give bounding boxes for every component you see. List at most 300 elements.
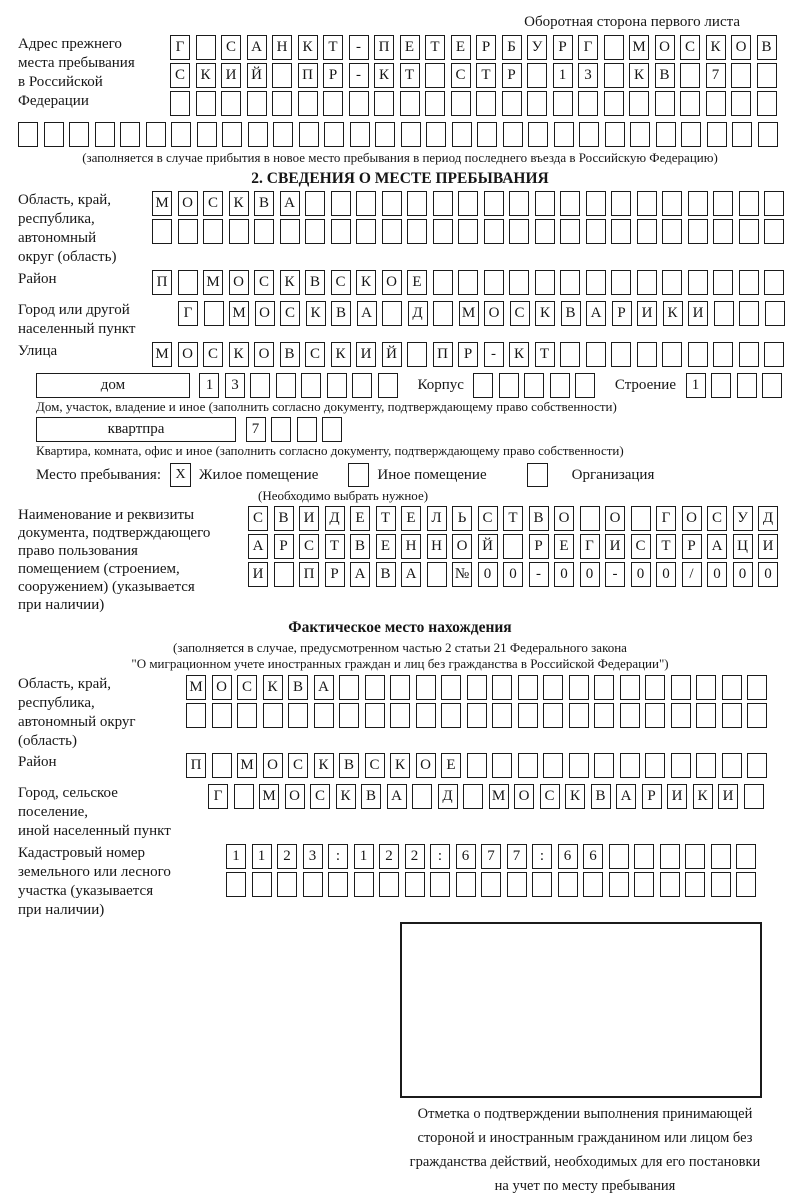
char-cell: [250, 373, 270, 398]
char-cell: [467, 753, 487, 778]
char-cell: [382, 191, 402, 216]
char-cell: [339, 675, 359, 700]
char-cell: В: [561, 301, 581, 326]
factual-oblast-rows: [186, 675, 782, 751]
stroenie-cells: [686, 373, 783, 398]
char-cell: [722, 675, 742, 700]
char-cell: А: [357, 301, 377, 326]
char-cell: :: [532, 844, 552, 869]
char-cell: Г: [178, 301, 198, 326]
label-line: в Российской: [18, 74, 103, 90]
char-cell: [303, 872, 323, 897]
char-cell: [560, 270, 580, 295]
stamp-caption-line: на учет по месту пребывания: [494, 1178, 676, 1194]
char-cell: Н: [401, 534, 421, 559]
char-cell: [696, 675, 716, 700]
char-cell: [631, 506, 651, 531]
prev-address-rows: [170, 35, 782, 119]
char-cell: [655, 91, 675, 116]
char-cell: [297, 417, 317, 442]
char-cell: [560, 342, 580, 367]
char-cell: [604, 63, 624, 88]
label-line: документа, подтверждающего: [18, 525, 211, 541]
char-cell: А: [401, 562, 421, 587]
char-cell: С: [254, 270, 274, 295]
char-cell: [350, 122, 370, 147]
char-cell: [637, 219, 657, 244]
char-cell: О: [452, 534, 472, 559]
char-cell: 1: [252, 844, 272, 869]
char-cell: [713, 270, 733, 295]
char-cell: М: [203, 270, 223, 295]
char-cell: И: [667, 784, 687, 809]
label-line: (область): [18, 733, 77, 749]
factual-gorod-rows: [208, 784, 782, 841]
char-cell: Р: [529, 534, 549, 559]
char-cell: Н: [427, 534, 447, 559]
char-cell: О: [254, 342, 274, 367]
char-cell: Е: [400, 35, 420, 60]
label-line: Кадастровый номер: [18, 845, 145, 861]
char-cell: [390, 703, 410, 728]
char-cell: [611, 342, 631, 367]
factual-oblast-label: [18, 675, 186, 751]
dom-note: Дом, участок, владение и иное (заполнить согласно документу, подтверждающему право собственности): [36, 399, 617, 414]
char-cell: [18, 122, 38, 147]
char-cell: [221, 91, 241, 116]
char-cell: Н: [272, 35, 292, 60]
char-cell: [458, 270, 478, 295]
char-cell: В: [280, 342, 300, 367]
char-cell: [575, 373, 595, 398]
char-cell: [620, 753, 640, 778]
char-cell: А: [314, 675, 334, 700]
char-cell: [685, 872, 705, 897]
char-cell: Д: [325, 506, 345, 531]
label-line: автономный округ: [18, 714, 136, 730]
char-cell: [620, 703, 640, 728]
char-cell: [656, 122, 676, 147]
char-cell: Е: [441, 753, 461, 778]
char-cell: О: [682, 506, 702, 531]
char-cell: С: [310, 784, 330, 809]
cadastre-label: [18, 844, 186, 920]
char-cell: [322, 417, 342, 442]
label-line: республика,: [18, 695, 95, 711]
cadastre-row-2: [226, 872, 782, 897]
char-cell: [569, 703, 589, 728]
char-cell: [681, 122, 701, 147]
char-cell: [323, 91, 343, 116]
checkbox-inoe-pomeshchenie: [348, 463, 369, 487]
char-cell: В: [274, 506, 294, 531]
char-cell: И: [299, 506, 319, 531]
char-cell: И: [605, 534, 625, 559]
char-cell: Е: [401, 506, 421, 531]
char-cell: [280, 219, 300, 244]
char-cell: [518, 703, 538, 728]
dom-box-label: дом: [36, 373, 190, 398]
char-cell: [467, 703, 487, 728]
char-cell: О: [605, 506, 625, 531]
char-cell: -: [484, 342, 504, 367]
kvartira-cells: [246, 417, 343, 442]
label-line: населенный пункт: [18, 321, 136, 337]
char-cell: [736, 844, 756, 869]
char-cell: [451, 91, 471, 116]
label-line: Наименование и реквизиты: [18, 507, 195, 523]
char-cell: 6: [558, 844, 578, 869]
char-cell: [234, 784, 254, 809]
gorod-label: [18, 301, 152, 339]
char-cell: 0: [733, 562, 753, 587]
gorod-field: [18, 301, 782, 339]
checkbox-organizaciya: [527, 463, 548, 487]
char-cell: И: [637, 301, 657, 326]
char-cell: О: [255, 301, 275, 326]
char-cell: И: [758, 534, 778, 559]
char-cell: [407, 342, 427, 367]
kvartira-note: Квартира, комната, офис и иное (заполнить согласно документу, подтверждающему право собственности): [36, 443, 624, 458]
label-line: земельного или лесного: [18, 864, 171, 880]
char-cell: А: [350, 562, 370, 587]
char-cell: К: [263, 675, 283, 700]
raion-label: Район: [18, 271, 57, 287]
char-cell: Т: [323, 35, 343, 60]
char-cell: Е: [376, 534, 396, 559]
char-cell: [706, 91, 726, 116]
char-cell: С: [305, 342, 325, 367]
prev-address-row-2: [170, 63, 782, 88]
char-cell: Д: [438, 784, 458, 809]
char-cell: [120, 122, 140, 147]
char-cell: [382, 301, 402, 326]
char-cell: [365, 703, 385, 728]
factual-note-line-1: (заполняется в случае, предусмотренном частью 2 статьи 21 Федерального закона: [173, 640, 627, 655]
char-cell: Т: [376, 506, 396, 531]
char-cell: 7: [246, 417, 266, 442]
char-cell: И: [248, 562, 268, 587]
char-cell: С: [280, 301, 300, 326]
char-cell: 2: [379, 844, 399, 869]
char-cell: И: [718, 784, 738, 809]
char-cell: [95, 122, 115, 147]
mesto-prebyvaniya-row: [36, 463, 782, 487]
char-cell: [301, 373, 321, 398]
char-cell: С: [203, 342, 223, 367]
char-cell: [711, 844, 731, 869]
char-cell: [764, 191, 784, 216]
char-cell: [688, 342, 708, 367]
char-cell: О: [212, 675, 232, 700]
char-cell: [609, 872, 629, 897]
stroenie-label: Строение: [614, 377, 676, 393]
char-cell: [630, 122, 650, 147]
char-cell: [662, 219, 682, 244]
char-cell: [611, 219, 631, 244]
char-cell: [452, 122, 472, 147]
char-cell: [492, 675, 512, 700]
char-cell: [671, 675, 691, 700]
char-cell: [390, 675, 410, 700]
char-cell: А: [616, 784, 636, 809]
char-cell: /: [682, 562, 702, 587]
char-cell: А: [248, 534, 268, 559]
char-cell: К: [535, 301, 555, 326]
char-cell: [441, 675, 461, 700]
char-cell: [739, 342, 759, 367]
char-cell: А: [707, 534, 727, 559]
char-cell: [247, 91, 267, 116]
char-cell: [204, 301, 224, 326]
char-cell: [503, 122, 523, 147]
char-cell: [456, 872, 476, 897]
char-cell: К: [390, 753, 410, 778]
char-cell: А: [586, 301, 606, 326]
char-cell: [713, 219, 733, 244]
char-cell: [509, 270, 529, 295]
char-cell: [764, 270, 784, 295]
char-cell: [305, 191, 325, 216]
char-cell: [481, 872, 501, 897]
char-cell: [634, 872, 654, 897]
char-cell: [186, 703, 206, 728]
char-cell: [680, 91, 700, 116]
char-cell: Р: [274, 534, 294, 559]
char-cell: К: [229, 342, 249, 367]
char-cell: В: [655, 63, 675, 88]
stamp-caption-line: стороной и иностранным гражданином или лицом без: [417, 1130, 753, 1146]
char-cell: 0: [503, 562, 523, 587]
char-cell: [722, 703, 742, 728]
char-cell: Р: [458, 342, 478, 367]
char-cell: [732, 122, 752, 147]
char-cell: Р: [502, 63, 522, 88]
char-cell: К: [706, 35, 726, 60]
gorod-rows: [178, 301, 782, 339]
char-cell: С: [478, 506, 498, 531]
char-cell: [645, 675, 665, 700]
char-cell: Т: [656, 534, 676, 559]
factual-oblast-field: [18, 675, 782, 751]
raion-field: [18, 270, 782, 298]
char-cell: Т: [476, 63, 496, 88]
char-cell: [146, 122, 166, 147]
char-cell: С: [680, 35, 700, 60]
char-cell: [747, 753, 767, 778]
char-cell: [407, 191, 427, 216]
char-cell: [426, 122, 446, 147]
char-cell: [569, 753, 589, 778]
char-cell: 0: [478, 562, 498, 587]
char-cell: М: [229, 301, 249, 326]
factual-gorod-label: [18, 784, 186, 841]
char-cell: К: [565, 784, 585, 809]
char-cell: И: [221, 63, 241, 88]
label-line: республика,: [18, 211, 95, 227]
char-cell: [535, 191, 555, 216]
char-cell: [527, 63, 547, 88]
char-cell: [736, 872, 756, 897]
char-cell: 3: [225, 373, 245, 398]
char-cell: [605, 122, 625, 147]
char-cell: А: [247, 35, 267, 60]
prev-address-note: (заполняется в случае прибытия в новое место пребывания в период последнего въезда в Российскую Федерацию): [82, 150, 718, 165]
char-cell: [272, 91, 292, 116]
char-cell: [441, 703, 461, 728]
char-cell: [427, 562, 447, 587]
char-cell: [757, 63, 777, 88]
char-cell: [171, 122, 191, 147]
char-cell: М: [237, 753, 257, 778]
ulica-label: Улица: [18, 343, 58, 359]
char-cell: 1: [686, 373, 706, 398]
char-cell: [273, 122, 293, 147]
factual-gorod-field: [18, 784, 782, 841]
char-cell: Т: [503, 506, 523, 531]
char-cell: Е: [554, 534, 574, 559]
char-cell: -: [605, 562, 625, 587]
char-cell: [276, 373, 296, 398]
char-cell: О: [178, 342, 198, 367]
char-cell: [374, 91, 394, 116]
char-cell: К: [693, 784, 713, 809]
label-line: Федерации: [18, 93, 89, 109]
char-cell: [747, 675, 767, 700]
char-cell: И: [356, 342, 376, 367]
char-cell: [222, 122, 242, 147]
char-cell: [634, 844, 654, 869]
ulica-field: [18, 342, 782, 370]
char-cell: В: [339, 753, 359, 778]
char-cell: [739, 191, 759, 216]
char-cell: [744, 784, 764, 809]
char-cell: [400, 91, 420, 116]
korpus-cells: [473, 373, 595, 398]
char-cell: Р: [553, 35, 573, 60]
char-cell: О: [263, 753, 283, 778]
char-cell: В: [361, 784, 381, 809]
label-line: округ (область): [18, 249, 117, 265]
char-cell: 0: [656, 562, 676, 587]
char-cell: Й: [382, 342, 402, 367]
char-cell: О: [178, 191, 198, 216]
factual-raion-row: [186, 753, 782, 778]
char-cell: [339, 703, 359, 728]
char-cell: [637, 270, 657, 295]
char-cell: Т: [535, 342, 555, 367]
char-cell: [550, 373, 570, 398]
char-cell: 2: [277, 844, 297, 869]
char-cell: Р: [642, 784, 662, 809]
char-cell: [433, 301, 453, 326]
char-cell: 2: [405, 844, 425, 869]
char-cell: [178, 219, 198, 244]
char-cell: В: [376, 562, 396, 587]
char-cell: [327, 373, 347, 398]
char-cell: [586, 270, 606, 295]
char-cell: [611, 270, 631, 295]
char-cell: [671, 703, 691, 728]
char-cell: [430, 872, 450, 897]
char-cell: [758, 122, 778, 147]
dom-cells: [199, 373, 398, 398]
char-cell: [739, 301, 759, 326]
char-cell: [688, 219, 708, 244]
factual-oblast-row-2: [186, 703, 782, 728]
char-cell: В: [305, 270, 325, 295]
char-cell: Л: [427, 506, 447, 531]
char-cell: [433, 270, 453, 295]
page-side-note: Оборотная сторона первого листа: [524, 14, 740, 30]
char-cell: [604, 35, 624, 60]
char-cell: [560, 219, 580, 244]
char-cell: [356, 219, 376, 244]
char-cell: С: [451, 63, 471, 88]
char-cell: [535, 270, 555, 295]
char-cell: [331, 219, 351, 244]
char-cell: П: [374, 35, 394, 60]
char-cell: Т: [400, 63, 420, 88]
char-cell: [170, 91, 190, 116]
label-line: Область, край,: [18, 192, 112, 208]
char-cell: [254, 219, 274, 244]
char-cell: О: [655, 35, 675, 60]
char-cell: [747, 703, 767, 728]
char-cell: О: [285, 784, 305, 809]
char-cell: [274, 562, 294, 587]
char-cell: [492, 753, 512, 778]
char-cell: [416, 675, 436, 700]
char-cell: Р: [323, 63, 343, 88]
document-row-3: [248, 562, 782, 587]
char-cell: [637, 191, 657, 216]
factual-title: Фактическое место нахождения: [288, 619, 512, 636]
char-cell: [407, 219, 427, 244]
char-cell: К: [298, 35, 318, 60]
section2-title: 2. СВЕДЕНИЯ О МЕСТЕ ПРЕБЫВАНИЯ: [251, 170, 549, 187]
option-label-zhiloe: Жилое помещение: [199, 466, 319, 483]
char-cell: [458, 219, 478, 244]
char-cell: А: [387, 784, 407, 809]
ulica-row: [152, 342, 782, 367]
char-cell: [714, 301, 734, 326]
char-cell: [620, 675, 640, 700]
char-cell: В: [288, 675, 308, 700]
oblast-rows: [152, 191, 782, 267]
korpus-label: Корпус: [417, 377, 464, 393]
char-cell: 1: [354, 844, 374, 869]
char-cell: [463, 784, 483, 809]
stamp-caption: [390, 1102, 780, 1198]
char-cell: [477, 122, 497, 147]
char-cell: Г: [170, 35, 190, 60]
char-cell: [196, 91, 216, 116]
char-cell: [594, 703, 614, 728]
char-cell: С: [631, 534, 651, 559]
char-cell: К: [331, 342, 351, 367]
char-cell: [757, 91, 777, 116]
label-line: при наличии): [18, 597, 105, 613]
char-cell: Т: [325, 534, 345, 559]
char-cell: С: [237, 675, 257, 700]
factual-oblast-row-1: [186, 675, 782, 700]
char-cell: [560, 191, 580, 216]
char-cell: [765, 301, 785, 326]
char-cell: К: [356, 270, 376, 295]
document-row-1: [248, 506, 782, 531]
char-cell: [272, 63, 292, 88]
